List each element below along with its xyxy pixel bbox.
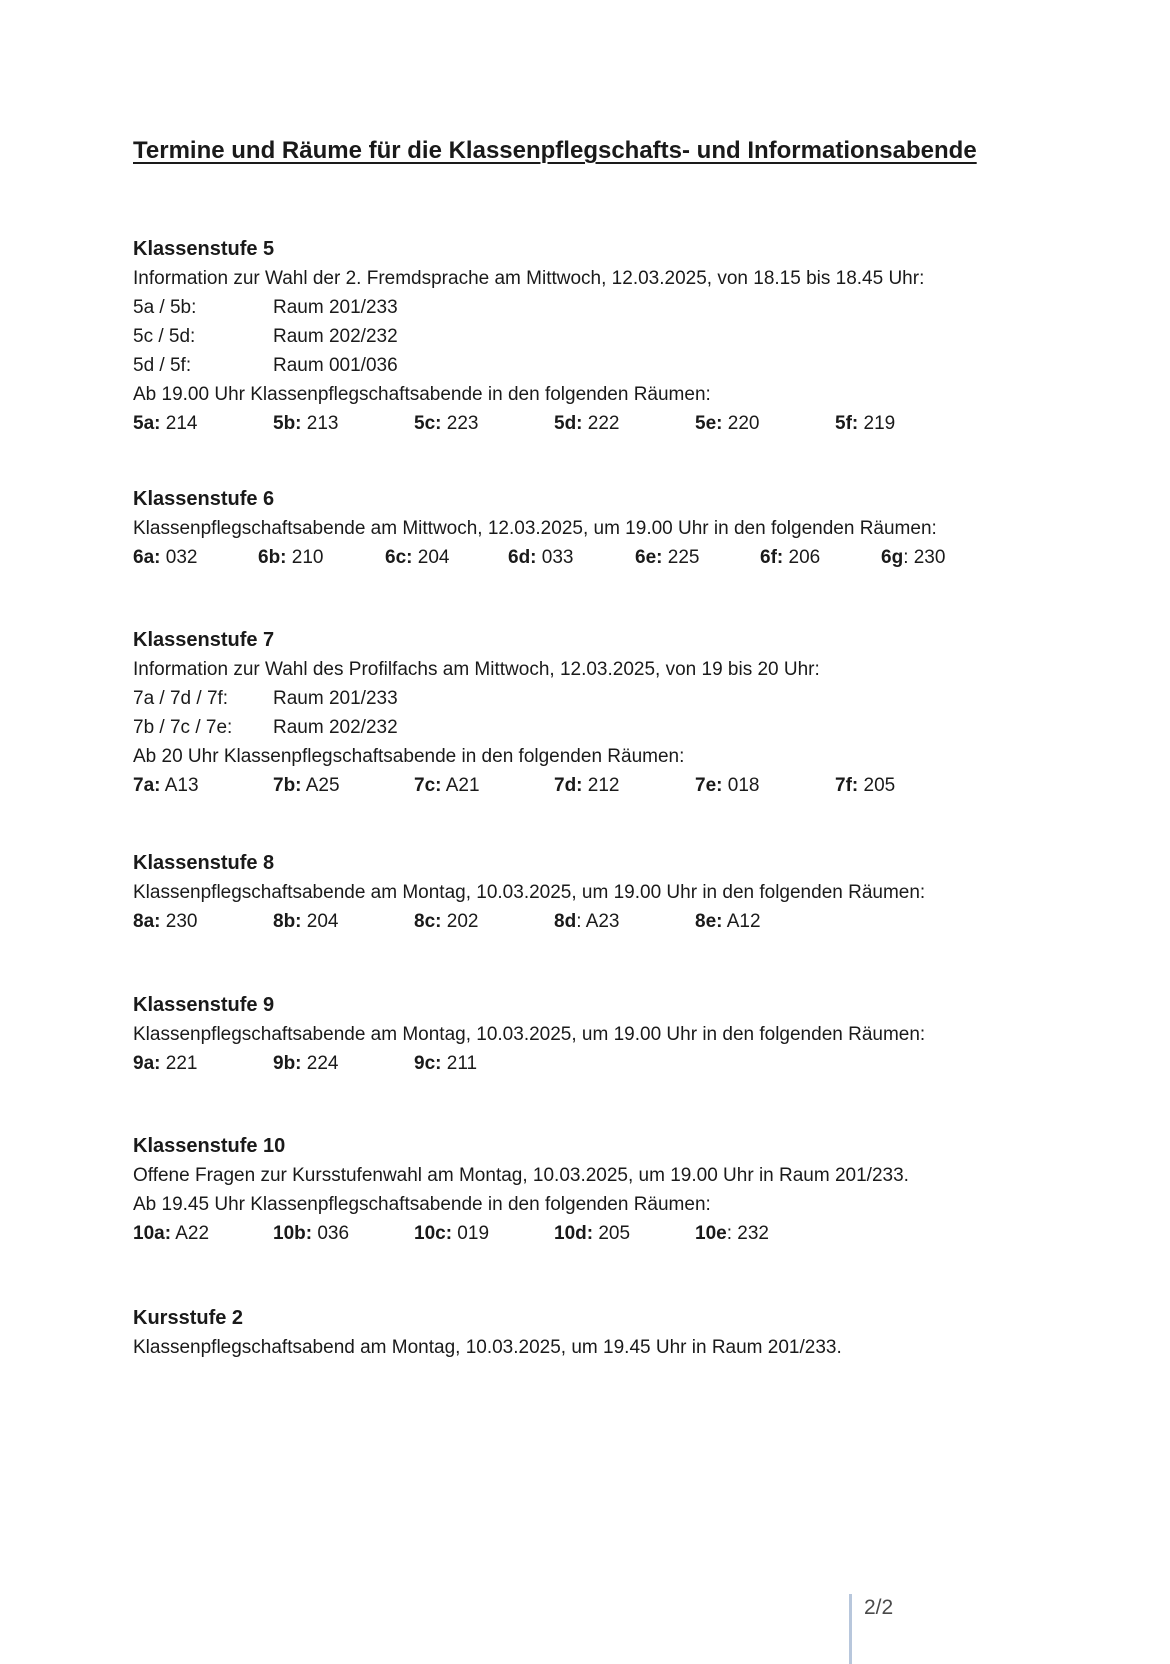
info-classes: 7b / 7c / 7e:	[133, 717, 233, 738]
room-entry	[554, 907, 620, 936]
room-number: 221	[160, 1053, 198, 1074]
room-entry	[133, 771, 199, 800]
section-intro: Offene Fragen zur Kursstufenwahl am Montag, 10.03.2025, um 19.00 Uhr in Raum 201/233.	[133, 1165, 909, 1186]
section-heading: Klassenstufe 6	[133, 488, 275, 510]
room-number: 224	[301, 1053, 339, 1074]
section-5	[133, 991, 1033, 1078]
room-number: 032	[160, 547, 198, 568]
room-entry	[835, 409, 895, 438]
room-entry	[554, 771, 619, 800]
room-number: 230	[160, 911, 198, 932]
class-label: 6f:	[760, 547, 784, 568]
info-row	[133, 293, 1033, 322]
class-label: 8a:	[133, 911, 161, 932]
room-list	[133, 409, 1033, 438]
room-number: 205	[593, 1223, 631, 1244]
class-label: 5b:	[273, 413, 302, 434]
room-entry	[258, 543, 323, 572]
room-list	[133, 543, 1033, 572]
room-number: 206	[783, 547, 821, 568]
info-classes: 7a / 7d / 7f:	[133, 688, 229, 709]
room-entry	[554, 409, 619, 438]
info-room: Raum 201/233	[273, 688, 398, 709]
info-row	[133, 713, 1033, 742]
room-list	[133, 1049, 1033, 1078]
section-intro: Klassenpflegschaftsabende am Montag, 10.03.2025, um 19.00 Uhr in den folgenden Räumen:	[133, 882, 926, 903]
room-entry	[273, 409, 338, 438]
info-room: Raum 202/232	[273, 326, 398, 347]
class-label: 8d	[554, 911, 577, 932]
info-row	[133, 322, 1033, 351]
class-label: 6g	[881, 547, 904, 568]
room-entry	[881, 543, 945, 572]
section-2	[133, 485, 1033, 572]
room-number: 212	[582, 775, 620, 796]
room-entry	[133, 1049, 197, 1078]
section-heading: Klassenstufe 10	[133, 1135, 286, 1157]
info-classes: 5a / 5b:	[133, 297, 197, 318]
room-entry	[635, 543, 699, 572]
room-number: 205	[858, 775, 896, 796]
class-label: 5d:	[554, 413, 583, 434]
room-number: 204	[412, 547, 450, 568]
room-number: A13	[160, 775, 199, 796]
class-label: 9b:	[273, 1053, 302, 1074]
room-number: : 232	[726, 1223, 769, 1244]
room-number: A21	[441, 775, 480, 796]
room-number: : A23	[576, 911, 620, 932]
section-intro: Information zur Wahl der 2. Fremdsprache am Mittwoch, 12.03.2025, von 18.15 bis 18.45 Uhr:	[133, 268, 925, 289]
page-number: 2/2	[864, 1596, 894, 1619]
footer-divider	[849, 1594, 852, 1664]
info-room: Raum 001/036	[273, 355, 398, 376]
section-7	[133, 1304, 1033, 1362]
room-list	[133, 907, 1033, 936]
room-number: 202	[441, 911, 479, 932]
class-label: 7d:	[554, 775, 583, 796]
info-room: Raum 201/233	[273, 297, 398, 318]
info-room: Raum 202/232	[273, 717, 398, 738]
class-label: 6c:	[385, 547, 413, 568]
class-label: 7b:	[273, 775, 302, 796]
room-number: 019	[452, 1223, 490, 1244]
room-entry	[695, 907, 761, 936]
section-note: Ab 19.00 Uhr Klassenpflegschaftsabende in den folgenden Räumen:	[133, 384, 711, 405]
class-label: 8e:	[695, 911, 723, 932]
section-6	[133, 1132, 1033, 1248]
room-number: 222	[582, 413, 620, 434]
room-number: 211	[441, 1053, 478, 1074]
class-label: 6b:	[258, 547, 287, 568]
section-4	[133, 849, 1033, 936]
section-note: Ab 19.45 Uhr Klassenpflegschaftsabende in den folgenden Räumen:	[133, 1194, 711, 1215]
room-entry	[414, 409, 478, 438]
room-number: A25	[301, 775, 340, 796]
class-label: 9a:	[133, 1053, 161, 1074]
room-number: 219	[858, 413, 896, 434]
room-entry	[133, 409, 197, 438]
room-number: 225	[662, 547, 700, 568]
info-classes: 5c / 5d:	[133, 326, 196, 347]
room-number: 036	[312, 1223, 350, 1244]
room-entry	[695, 409, 759, 438]
room-entry	[695, 771, 759, 800]
room-entry	[835, 771, 895, 800]
section-intro: Information zur Wahl des Profilfachs am Mittwoch, 12.03.2025, von 19 bis 20 Uhr:	[133, 659, 820, 680]
section-intro: Klassenpflegschaftsabende am Montag, 10.03.2025, um 19.00 Uhr in den folgenden Räumen:	[133, 1024, 926, 1045]
room-entry	[273, 1049, 338, 1078]
info-row	[133, 351, 1033, 380]
class-label: 6a:	[133, 547, 161, 568]
room-entry	[273, 1219, 349, 1248]
room-entry	[695, 1219, 769, 1248]
room-list	[133, 1219, 1033, 1248]
room-number: 220	[722, 413, 760, 434]
room-number: 223	[441, 413, 479, 434]
room-number: A12	[722, 911, 761, 932]
room-entry	[133, 1219, 209, 1248]
class-label: 10d:	[554, 1223, 594, 1244]
class-label: 7e:	[695, 775, 723, 796]
class-label: 7c:	[414, 775, 442, 796]
class-label: 5c:	[414, 413, 442, 434]
room-number: 210	[286, 547, 324, 568]
room-number: 213	[301, 413, 339, 434]
class-label: 7a:	[133, 775, 161, 796]
room-entry	[385, 543, 449, 572]
class-label: 5a:	[133, 413, 161, 434]
room-number: : 230	[903, 547, 946, 568]
room-list	[133, 771, 1033, 800]
section-heading: Klassenstufe 8	[133, 852, 275, 874]
class-label: 5e:	[695, 413, 723, 434]
room-entry	[554, 1219, 630, 1248]
room-entry	[414, 771, 480, 800]
room-entry	[273, 771, 340, 800]
room-number: 214	[160, 413, 198, 434]
room-number: 033	[536, 547, 574, 568]
class-label: 6e:	[635, 547, 663, 568]
room-entry	[273, 907, 338, 936]
section-3	[133, 626, 1033, 800]
document-title: Termine und Räume für die Klassenpflegschafts- und Informationsabende	[133, 137, 977, 164]
room-number: A22	[171, 1223, 210, 1244]
class-label: 10e	[695, 1223, 727, 1244]
class-label: 10c:	[414, 1223, 453, 1244]
room-number: 204	[301, 911, 339, 932]
section-heading: Klassenstufe 9	[133, 994, 275, 1016]
class-label: 8b:	[273, 911, 302, 932]
class-label: 5f:	[835, 413, 859, 434]
room-entry	[414, 1219, 489, 1248]
room-number: 018	[722, 775, 760, 796]
section-intro: Klassenpflegschaftsabend am Montag, 10.03.2025, um 19.45 Uhr in Raum 201/233.	[133, 1337, 842, 1358]
room-entry	[414, 1049, 477, 1078]
class-label: 6d:	[508, 547, 537, 568]
room-entry	[414, 907, 478, 936]
info-classes: 5d / 5f:	[133, 355, 192, 376]
room-entry	[760, 543, 820, 572]
info-row	[133, 684, 1033, 713]
section-intro: Klassenpflegschaftsabende am Mittwoch, 12.03.2025, um 19.00 Uhr in den folgenden Räumen:	[133, 518, 937, 539]
class-label: 10a:	[133, 1223, 172, 1244]
class-label: 7f:	[835, 775, 859, 796]
section-heading: Kursstufe 2	[133, 1307, 244, 1329]
class-label: 8c:	[414, 911, 442, 932]
section-heading: Klassenstufe 5	[133, 238, 275, 260]
class-label: 10b:	[273, 1223, 313, 1244]
section-heading: Klassenstufe 7	[133, 629, 275, 651]
section-note: Ab 20 Uhr Klassenpflegschaftsabende in den folgenden Räumen:	[133, 746, 685, 767]
room-entry	[508, 543, 573, 572]
room-entry	[133, 543, 197, 572]
room-entry	[133, 907, 197, 936]
section-1	[133, 235, 1033, 438]
class-label: 9c:	[414, 1053, 442, 1074]
